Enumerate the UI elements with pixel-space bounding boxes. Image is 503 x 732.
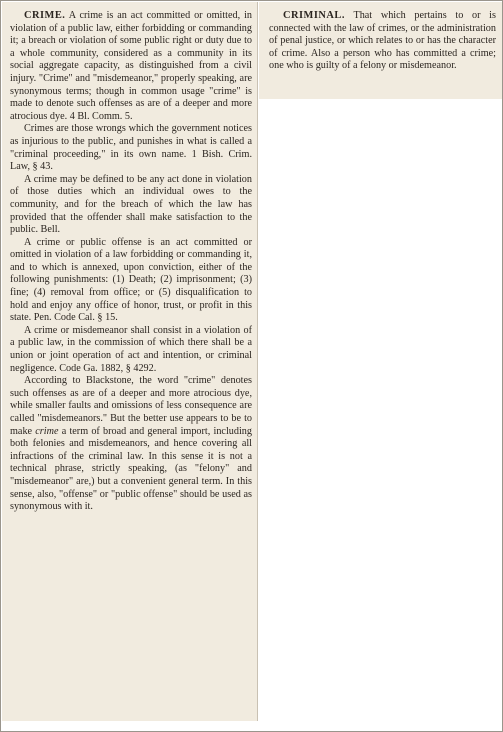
left-column: [2, 2, 258, 721]
bottom-margin: [2, 722, 257, 731]
entry-crime-paragraph-1: [10, 10, 252, 123]
headword-criminal: CRIMINAL.: [283, 10, 345, 21]
entry-crime-paragraph-5: A crime or misdemeanor shall consist in a violation of a public law, in the commission of which there shall be a union or joint operation of act and intention, or criminal negligence. Code Ga. 1882, § 4292.: [10, 324, 252, 374]
entry-crime-paragraph-3: A crime may be defined to be any act done in violation of those duties which an individual owes to the community, and for the breach of which the law has provided that the offender shall make satisfaction to the public. Bell.: [10, 173, 252, 236]
entry-crime-paragraph-2: Crimes are those wrongs which the government notices as injurious to the public, and punishes in what is called a "criminal proceeding," in its own name. 1 Bish. Crim. Law, § 43.: [10, 123, 252, 173]
entry-criminal-paragraph-1: [269, 10, 496, 73]
right-column: [259, 2, 502, 99]
italic-term: crime: [35, 425, 59, 437]
blank-area: [259, 100, 502, 731]
entry-text: A crime is an act committed or omitted, in violation of a public law, either forbidding or commanding it; a breach or violation of some public right or duty due to a whole community, considered as a community in its social aggregate capacity, as distinguished from a civil injury. "Crime" and "misdemeanor," properly speaking, are synonymous terms; though in common usage "crime" is made to denote such offenses as are of a deeper and more atrocious dye. 4 Bl. Comm. 5.: [10, 10, 253, 122]
entry-text: That which pertains to or is connected with the law of crimes, or the administration of penal justice, or which relates to or has the character of crime. Also a person who has committed a crime; one who is guilty of a felony or misdemeanor.: [269, 10, 496, 72]
entry-crime-paragraph-6: [10, 375, 252, 514]
entry-crime-paragraph-4: A crime or public offense is an act committed or omitted in violation of a law forbidding or commanding it, and to which is annexed, upon conviction, either of the following punishments: (1) Death; (2) imprisonment; (3) fine; (4) removal from office; or (5) disqualification to hold and enjoy any office of honor, trust, or profit in this state. Pen. Code Cal. § 15.: [10, 236, 252, 324]
entry-text: According to Blackstone, the word "crime" denotes such offenses as are of a deeper and more atrocious dye, while smaller faults and omissions of less consequence are called "misdemeanors." But the better use appears to be to make: [10, 375, 252, 437]
headword-crime: CRIME.: [24, 10, 66, 21]
entry-text: a term of broad and general import, including both felonies and misdemeanors, and hence covering all infractions of the criminal law. In this sense it is not a technical phrase, strictly speaking, (as "felony" and "misdemeanor" are,) but a convenient general term. In this sense, also, "offense" or "public offense" should be used as synonymous with it.: [10, 425, 252, 513]
